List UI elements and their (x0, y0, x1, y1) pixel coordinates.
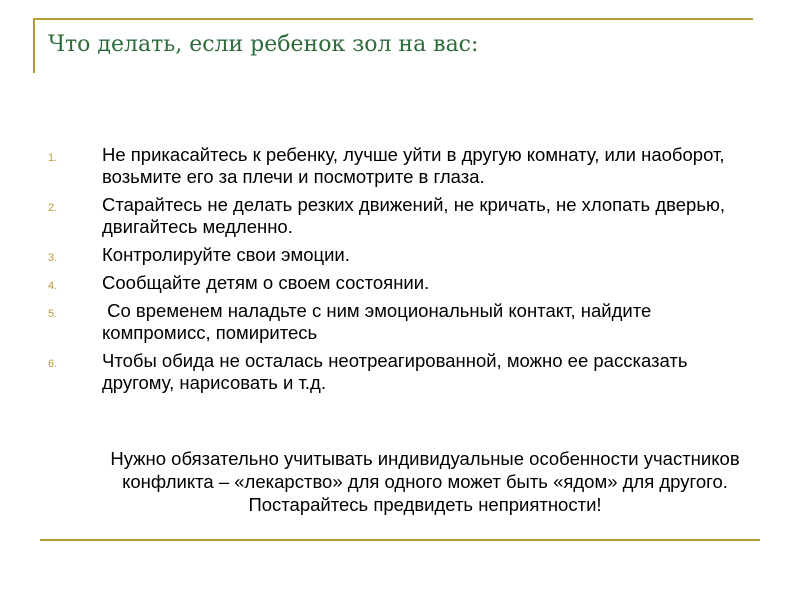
list-item-text: Не прикасайтесь к ребенку, лучше уйти в другую комнату, или наоборот, возьмите его за плечи и посмотрите в глаза. (102, 144, 730, 187)
list-item-number: 1. (48, 152, 58, 164)
title-horizontal-rule (33, 18, 753, 20)
list-item (48, 194, 758, 238)
list-item-text: Со временем наладьте с ним эмоциональный контакт, найдите компромисс, помиритесь (102, 300, 657, 343)
closing-note: Нужно обязательно учитывать индивидуальные особенности участников конфликта – «лекарство» для одного может быть «ядом» для другого. Постарайтесь предвидеть неприятности! (110, 448, 740, 515)
list-item-text: Сообщайте детям о своем состоянии. (102, 272, 430, 293)
title-vertical-rule (33, 18, 35, 73)
list-item (48, 144, 758, 188)
list-item-number: 2. (48, 202, 58, 214)
list-item (48, 244, 758, 266)
list-item (48, 272, 758, 294)
list-item-number: 4. (48, 280, 58, 292)
list-item-text: Контролируйте свои эмоции. (102, 244, 350, 265)
list-item-number: 5. (48, 308, 58, 320)
list-item-number: 3. (48, 252, 58, 264)
list-item (48, 350, 758, 394)
list-item-number: 6. (48, 358, 58, 370)
list-item-text: Чтобы обида не осталась неотреагированной, можно ее рассказать другому, нарисовать и т.д. (102, 350, 693, 393)
slide-title: Что делать, если ребенок зол на вас: (48, 32, 479, 57)
list-item-text: Старайтесь не делать резких движений, не кричать, не хлопать дверью, двигайтесь медленно. (102, 194, 731, 237)
bottom-horizontal-rule (40, 539, 760, 541)
list-item (48, 300, 758, 344)
advice-list (48, 144, 758, 400)
